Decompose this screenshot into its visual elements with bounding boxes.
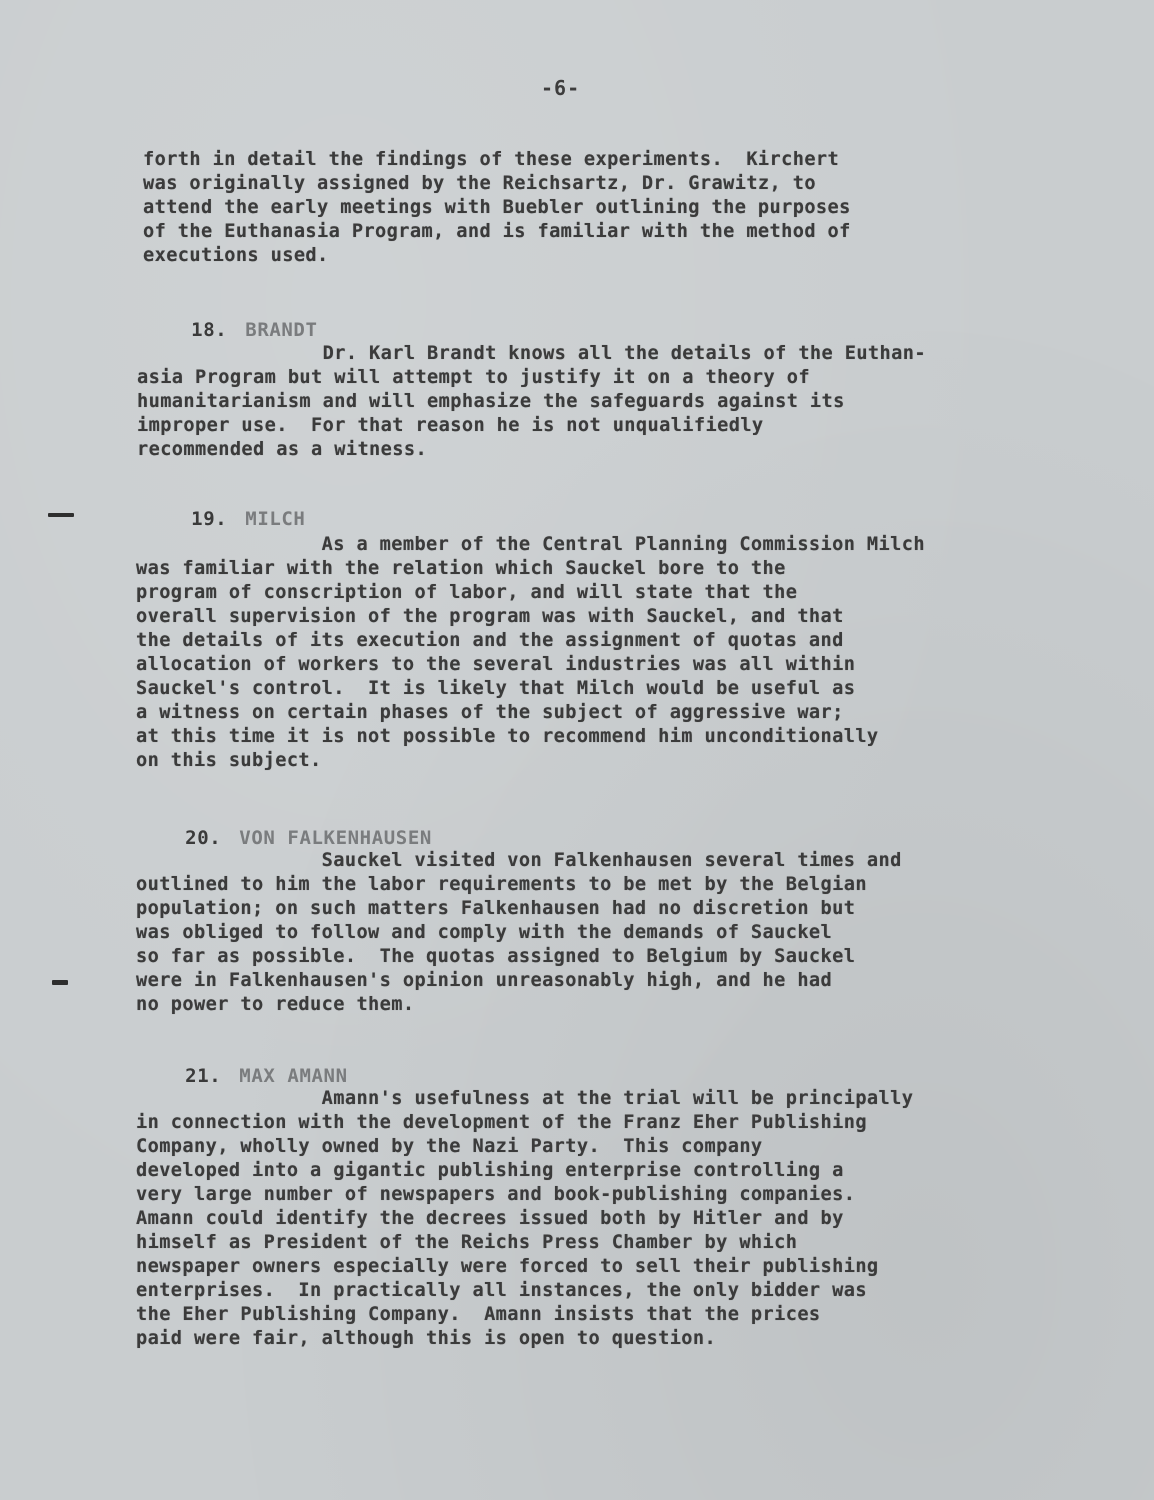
section-number: 18. bbox=[191, 319, 228, 341]
margin-mark bbox=[48, 513, 74, 517]
section-name: BRANDT bbox=[245, 319, 318, 341]
page-number: -6- bbox=[541, 76, 581, 100]
section-body-von-falkenhausen: Sauckel visited von Falkenhausen several times and outlined to him the labor requirements to be met by the Belgian population; on such matters Falkenhausen had no discretion but was obliged to follow and comply with the demands of Sauckel so far as possible. The quotas assigned to Belgium by Sauckel were in Falkenhausen's opinion unreasonably high, and he had no power to reduce them. bbox=[136, 849, 902, 1015]
intro-paragraph: forth in detail the findings of these experiments. Kirchert was originally assigned by the Reichsartz, Dr. Grawitz, to attend the early meetings with Buebler outlining the purposes of the Euthanasia Program, and is familiar with the method of executions used. bbox=[143, 148, 851, 266]
section-name: VON FALKENHAUSEN bbox=[239, 827, 432, 849]
margin-mark bbox=[52, 980, 68, 985]
section-number: 20. bbox=[185, 827, 222, 849]
section-body-max-amann: Amann's usefulness at the trial will be principally in connection with the development of the Franz Eher Publishing Company, wholly owned by the Nazi Party. This company developed into a gigantic publishing enterprise controlling a very large number of newspapers and book-publishing companies. Amann could identify the decrees issued both by Hitler and by himself as President of the Reichs Press Chamber by which newspaper owners especially were forced to sell their publishing enterprises. In practically all instances, the only bidder was the Eher Publishing Company. Amann insists that the prices paid were fair, although this is open to question. bbox=[136, 1087, 914, 1349]
section-name: MILCH bbox=[245, 508, 306, 530]
section-body-brandt: Dr. Karl Brandt knows all the details of the Euthan- asia Program but will attempt to justify it on a theory of humanitarianism and will emphasize the safeguards against its improper use. For that reason he is not unqualifiedly recommended as a witness. bbox=[137, 342, 926, 460]
section-name: MAX AMANN bbox=[239, 1065, 348, 1087]
section-body-milch: As a member of the Central Planning Commission Milch was familiar with the relation which Sauckel bore to the program of conscription of labor, and will state that the overall supervision of the program was with Sauckel, and that the details of its execution and the assignment of quotas and allocation of workers to the several industries was all within Sauckel's control. It is likely that Milch would be useful as a witness on certain phases of the subject of aggressive war; at this time it is not possible to recommend him unconditionally on this subject. bbox=[136, 533, 925, 771]
section-number: 19. bbox=[191, 508, 228, 530]
section-number: 21. bbox=[185, 1065, 222, 1087]
